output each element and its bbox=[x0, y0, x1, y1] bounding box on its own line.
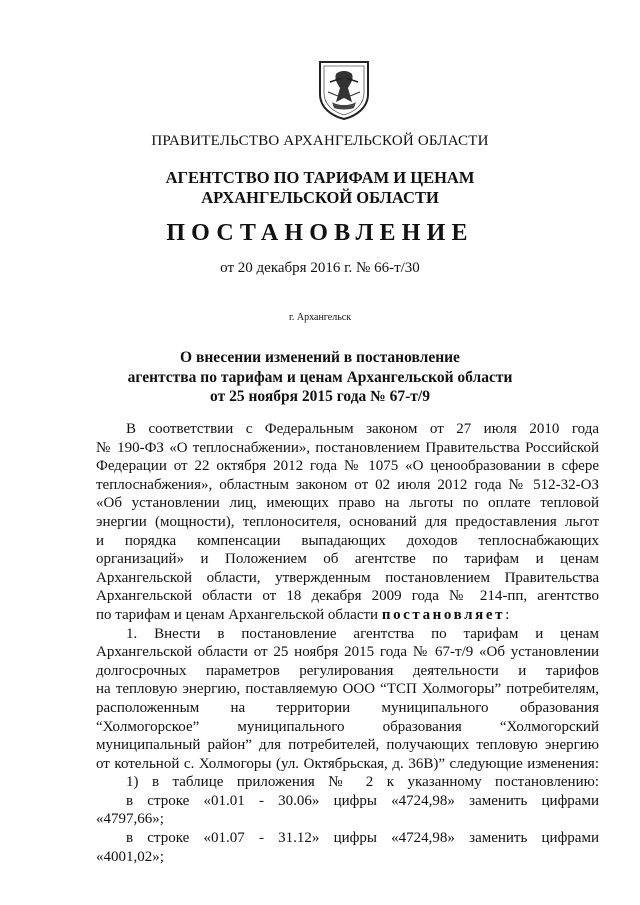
coat-of-arms-icon bbox=[314, 58, 374, 120]
body-line: № 190-ФЗ «О теплоснабжении», постановлением Правительства Российской bbox=[96, 439, 599, 456]
agency-name-line: АГЕНТСТВО ПО ТАРИФАМ И ЦЕНАМ bbox=[165, 168, 475, 187]
body-line: Архангельской области от 25 ноября 2015 года № 67-т/9 «Об установлении bbox=[96, 644, 599, 661]
body-line: «Об установлении лиц, имеющих право на льготы по оплате тепловой bbox=[96, 495, 599, 512]
resolution-word: постановляет bbox=[381, 606, 506, 623]
body-line: долгосрочных параметров регулирования деятельности и тарифов bbox=[96, 662, 599, 679]
agency-name bbox=[0, 168, 640, 208]
subject-line: О внесении изменений в постановление bbox=[180, 349, 460, 366]
body-line bbox=[96, 606, 599, 625]
body-line: «4797,66»; bbox=[96, 811, 164, 828]
body-line: Архангельской области, утвержденным постановлением Правительства bbox=[96, 569, 599, 586]
subject-line: агентства по тарифам и ценам Архангельской области bbox=[127, 368, 513, 386]
body-line: на тепловую энергию, поставляемую ООО “ТСП Холмогоры” потребителям, bbox=[96, 681, 599, 698]
body-text-run: по тарифам и ценам Архангельской области bbox=[96, 606, 379, 623]
body-line: «4001,02»; bbox=[96, 848, 164, 865]
body-line: энергии (мощности), теплоносителя, оснований для предоставления льгот bbox=[96, 513, 599, 530]
body-line: теплоснабжения», областным законом от 02 июля 2012 года № 512-32-ОЗ bbox=[96, 476, 599, 493]
document-subject bbox=[0, 348, 640, 407]
body-line: и порядка компенсации выпадающих доходов теплоснабжающих bbox=[96, 532, 599, 549]
document-type: ПОСТАНОВЛЕНИЕ bbox=[166, 220, 474, 246]
document-city: г. Архангельск bbox=[288, 312, 352, 323]
body-text-run: : bbox=[505, 606, 510, 623]
document-date-number: от 20 декабря 2016 г. № 66-т/30 bbox=[220, 260, 420, 276]
body-line: Архангельской области от 18 декабря 2009 года № 214-пп, агентство bbox=[96, 588, 599, 605]
body-line: Федерации от 22 октября 2012 года № 1075 «О ценообразовании в сфере bbox=[96, 458, 599, 475]
body-line: от котельной с. Холмогоры (ул. Октябрьская, д. 36В)” следующие изменения: bbox=[96, 755, 599, 772]
body-line: В соответствии с Федеральным законом от 27 июля 2010 года bbox=[126, 421, 599, 437]
body-line: 1) в таблице приложения № 2 к указанному постановлению: bbox=[126, 774, 599, 791]
body-line: в строке «01.01 - 30.06» цифры «4724,98» заменить цифрами bbox=[126, 792, 599, 809]
body-line: расположенным на территории муниципального образования bbox=[96, 699, 599, 716]
subject-line: от 25 ноября 2015 года № 67-т/9 bbox=[210, 388, 430, 405]
body-line: “Холмогорское” муниципального образования “Холмогорский bbox=[96, 718, 599, 735]
body-line: организаций» и Положением об агентстве по тарифам и ценам bbox=[96, 551, 599, 568]
body-line: в строке «01.07 - 31.12» цифры «4724,98» заменить цифрами bbox=[126, 830, 599, 847]
agency-name-line: АРХАНГЕЛЬСКОЙ ОБЛАСТИ bbox=[201, 188, 439, 207]
document-body bbox=[96, 420, 599, 866]
government-name: ПРАВИТЕЛЬСТВО АРХАНГЕЛЬСКОЙ ОБЛАСТИ bbox=[151, 133, 489, 149]
body-line: муниципальный район” для потребителей, получающих тепловую энергию bbox=[96, 737, 599, 754]
body-line: 1. Внести в постановление агентства по тарифам и ценам bbox=[126, 625, 599, 642]
